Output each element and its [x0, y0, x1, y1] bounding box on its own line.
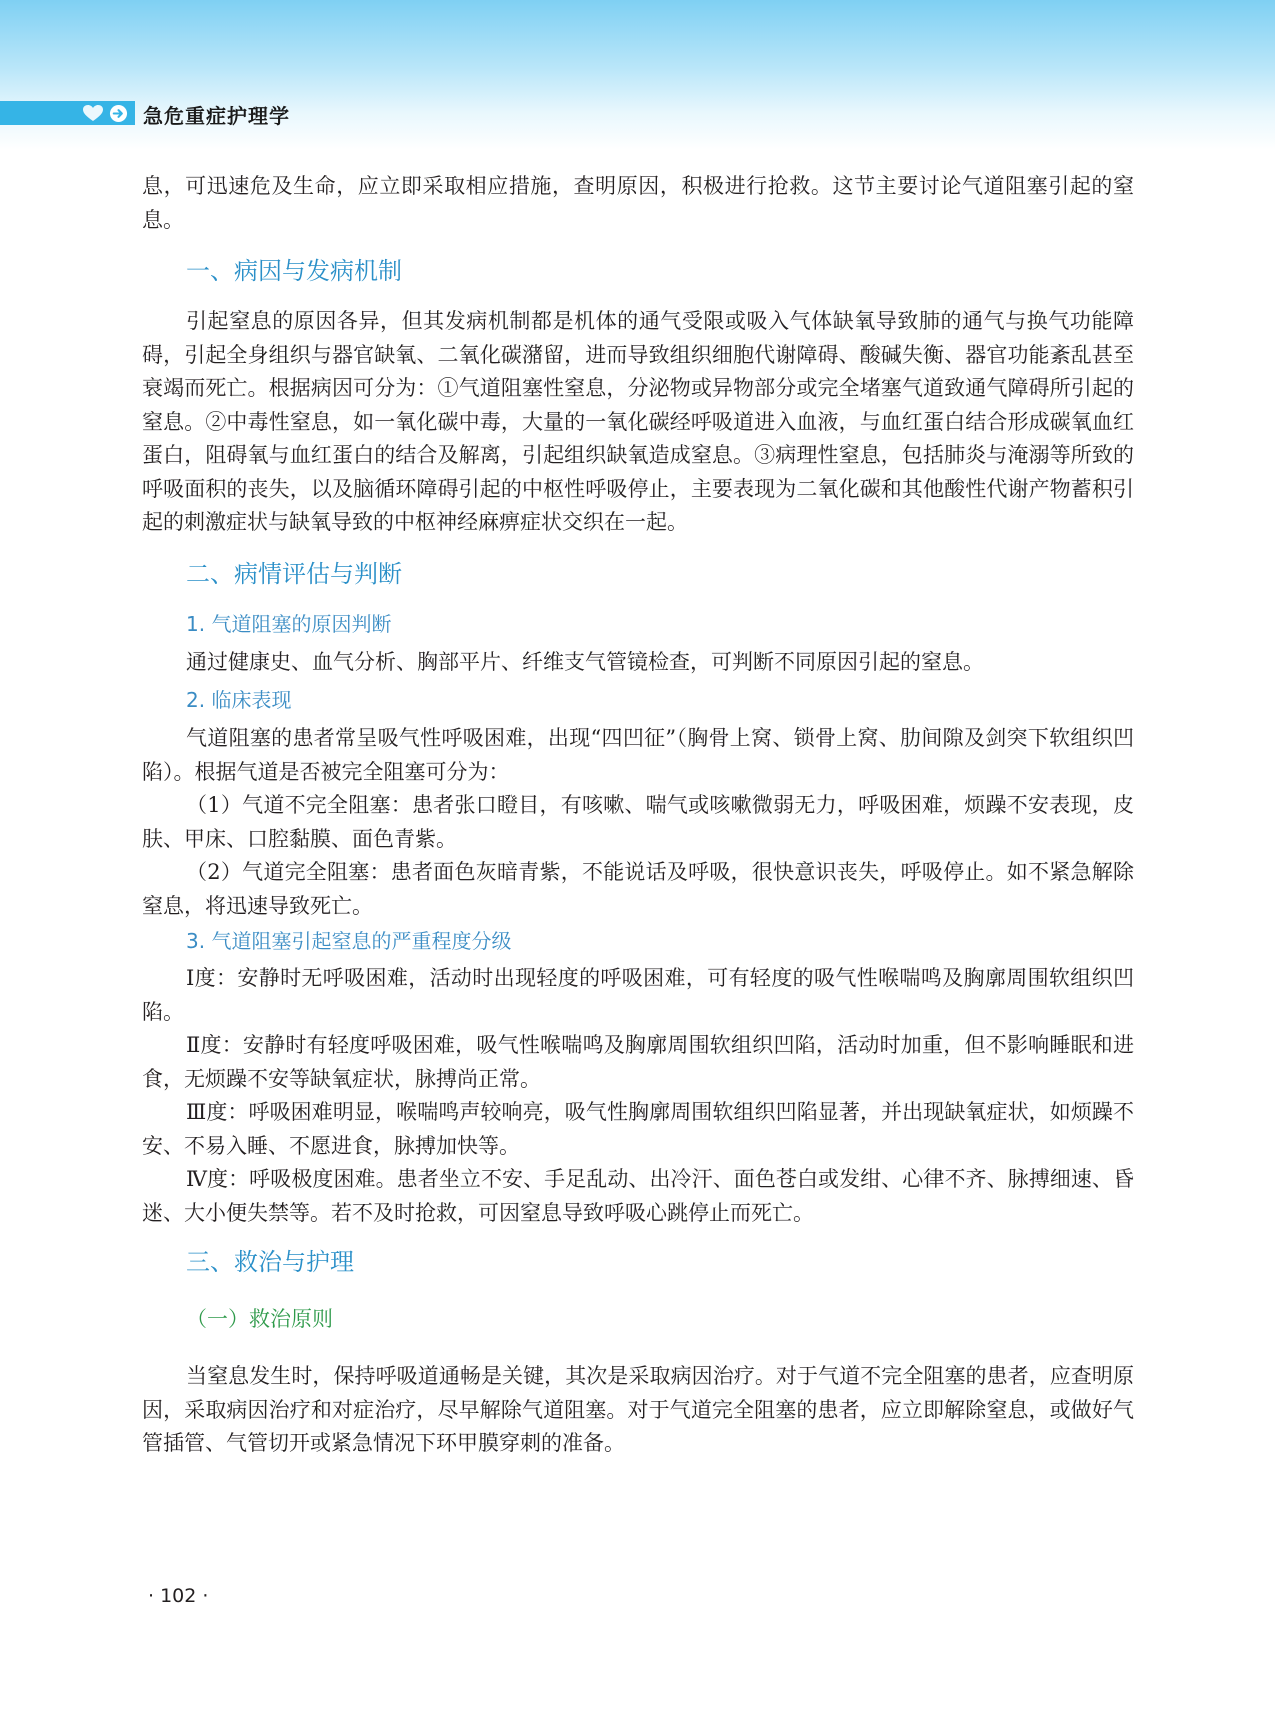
heart-icon — [82, 104, 104, 122]
arrow-right-circle-icon — [109, 104, 128, 123]
section-heading-treatment: 三、救治与护理 — [186, 1248, 354, 1276]
clinical-paragraph: 气道阻塞的患者常呈吸气性呼吸困难，出现“四凹征”（胸骨上窝、锁骨上窝、肋间隙及剑突下软组织凹陷）。根据气道是否被完全阻塞可分为： — [142, 726, 1134, 784]
grade-1-paragraph: Ⅰ度：安静时无呼吸困难，活动时出现轻度的呼吸困难，可有轻度的吸气性喉喘鸣及胸廓周围软组织凹陷。 — [142, 966, 1134, 1024]
section-heading-assessment: 二、病情评估与判断 — [186, 559, 402, 588]
page-content — [142, 170, 1134, 1461]
intro-paragraph: 息，可迅速危及生命，应立即采取相应措施，查明原因，积极进行抢救。这节主要讨论气道阻塞引起的窒息。 — [142, 174, 1134, 232]
subheading-severity: 3. 气道阻塞引起窒息的严重程度分级 — [186, 929, 512, 953]
page-number: · 102 · — [148, 1585, 209, 1607]
cause-paragraph: 通过健康史、血气分析、胸部平片、纤维支气管镜检查，可判断不同原因引起的窒息。 — [186, 649, 984, 674]
subheading-clinical: 2. 临床表现 — [186, 688, 292, 712]
subheading-principles: （一）救治原则 — [186, 1307, 333, 1331]
section-heading-etiology: 一、病因与发病机制 — [186, 257, 402, 285]
principles-paragraph: 当窒息发生时，保持呼吸道通畅是关键，其次是采取病因治疗。对于气道不完全阻塞的患者，应查明原因，采取病因治疗和对症治疗，尽早解除气道阻塞。对于气道完全阻塞的患者，应立即解除窒息，或做好气管插管、气管切开或紧急情况下环甲膜穿刺的准备。 — [142, 1364, 1134, 1455]
grade-3-paragraph: Ⅲ度：呼吸困难明显，喉喘鸣声较响亮，吸气性胸廓周围软组织凹陷显著，并出现缺氧症状，如烦躁不安、不易入睡、不愿进食，脉搏加快等。 — [142, 1100, 1134, 1158]
etiology-paragraph: 引起窒息的原因各异，但其发病机制都是机体的通气受限或吸入气体缺氧导致肺的通气与换气功能障碍，引起全身组织与器官缺氧、二氧化碳潴留，进而导致组织细胞代谢障碍、酸碱失衡、器官功能紊乱甚至衰竭而死亡。根据病因可分为：①气道阻塞性窒息，分泌物或异物部分或完全堵塞气道致通气障碍所引起的窒息。②中毒性窒息，如一氧化碳中毒，大量的一氧化碳经呼吸道进入血液，与血红蛋白结合形成碳氧血红蛋白，阻碍氧与血红蛋白的结合及解离，引起组织缺氧造成窒息。③病理性窒息，包括肺炎与淹溺等所致的呼吸面积的丧失，以及脑循环障碍引起的中枢性呼吸停止，主要表现为二氧化碳和其他酸性代谢产物蓄积引起的刺激症状与缺氧导致的中枢神经麻痹症状交织在一起。 — [142, 309, 1134, 534]
clinical-item-complete: （2）气道完全阻塞：患者面色灰暗青紫，不能说话及呼吸，很快意识丧失，呼吸停止。如不紧急解除窒息，将迅速导致死亡。 — [142, 860, 1134, 918]
book-title: 急危重症护理学 — [143, 104, 290, 128]
grade-4-paragraph: Ⅳ度：呼吸极度困难。患者坐立不安、手足乱动、出冷汗、面色苍白或发绀、心律不齐、脉搏细速、昏迷、大小便失禁等。若不及时抢救，可因窒息导致呼吸心跳停止而死亡。 — [142, 1167, 1134, 1225]
clinical-item-partial: （1）气道不完全阻塞：患者张口瞪目，有咳嗽、喘气或咳嗽微弱无力，呼吸困难，烦躁不安表现，皮肤、甲床、口腔黏膜、面色青紫。 — [142, 793, 1134, 851]
grade-2-paragraph: Ⅱ度：安静时有轻度呼吸困难，吸气性喉喘鸣及胸廓周围软组织凹陷，活动时加重，但不影响睡眠和进食，无烦躁不安等缺氧症状，脉搏尚正常。 — [142, 1033, 1134, 1091]
subheading-cause: 1. 气道阻塞的原因判断 — [186, 611, 392, 636]
